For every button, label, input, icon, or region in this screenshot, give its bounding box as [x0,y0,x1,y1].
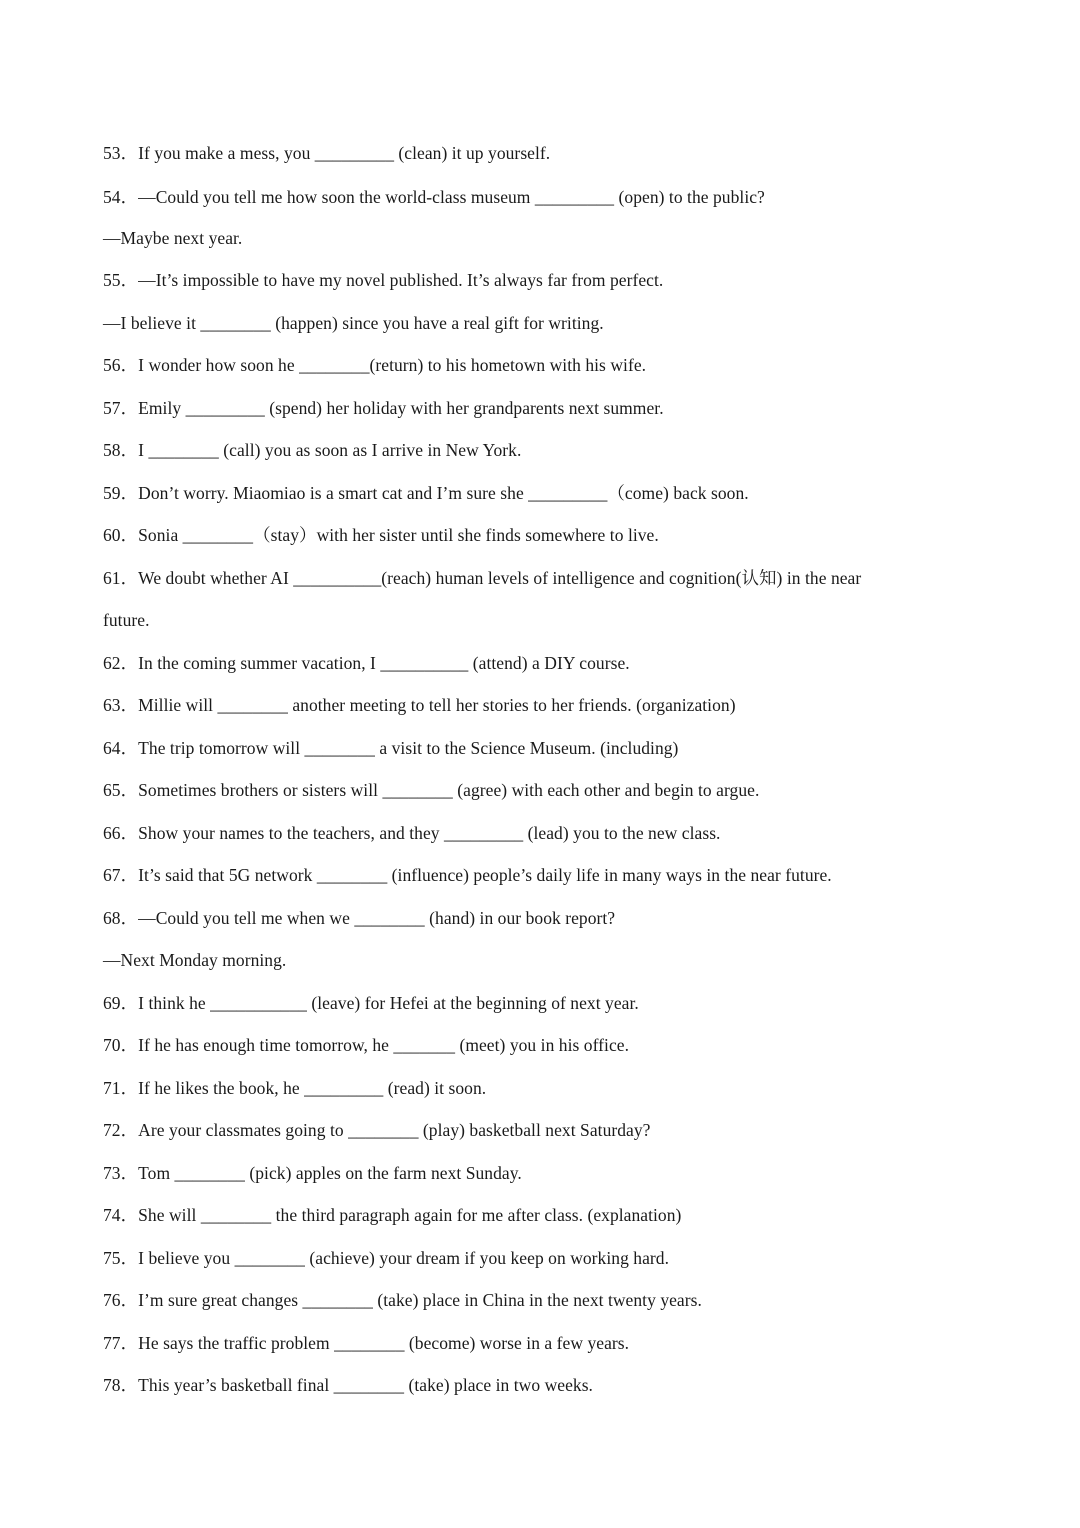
question-75: 75．I believe you ________ (achieve) your dream if you keep on working hard. [103,1248,670,1268]
question-54: 54．—Could you tell me how soon the world-class museum _________ (open) to the public? [103,187,765,207]
question-60: 60．Sonia ________（stay）with her sister until she finds somewhere to live. [103,525,659,545]
question-68-answer-line: —Next Monday morning. [103,950,287,970]
question-57: 57．Emily _________ (spend) her holiday with her grandparents next summer. [103,398,664,418]
question-71: 71．If he likes the book, he _________ (read) it soon. [103,1078,487,1098]
question-74: 74．She will ________ the third paragraph again for me after class. (explanation) [103,1205,682,1225]
question-73: 73．Tom ________ (pick) apples on the farm next Sunday. [103,1163,522,1183]
question-76: 76．I’m sure great changes ________ (take) place in China in the next twenty years. [103,1290,702,1310]
question-58: 58．I ________ (call) you as soon as I arrive in New York. [103,440,522,460]
question-55-answer-line: —I believe it ________ (happen) since you have a real gift for writing. [103,313,604,333]
question-64: 64．The trip tomorrow will ________ a visit to the Science Museum. (including) [103,738,679,758]
question-53: 53．If you make a mess, you _________ (clean) it up yourself. [103,143,551,163]
question-77: 77．He says the traffic problem ________ (become) worse in a few years. [103,1333,630,1353]
question-69: 69．I think he ___________ (leave) for Hefei at the beginning of next year. [103,993,639,1013]
question-78: 78．This year’s basketball final ________ (take) place in two weeks. [103,1375,593,1395]
question-65: 65．Sometimes brothers or sisters will ________ (agree) with each other and begin to argue. [103,780,760,800]
question-63: 63．Millie will ________ another meeting to tell her stories to her friends. (organization) [103,695,736,715]
question-54-answer-line: —Maybe next year. [103,228,243,248]
question-67: 67．It’s said that 5G network ________ (influence) people’s daily life in many ways in the near future. [103,865,832,885]
question-62: 62．In the coming summer vacation, I __________ (attend) a DIY course. [103,653,630,673]
question-55: 55．—It’s impossible to have my novel published. It’s always far from perfect. [103,270,664,290]
question-66: 66．Show your names to the teachers, and they _________ (lead) you to the new class. [103,823,721,843]
question-56: 56．I wonder how soon he ________(return) to his hometown with his wife. [103,355,647,375]
question-59: 59．Don’t worry. Miaomiao is a smart cat and I’m sure she _________（come) back soon. [103,483,749,503]
question-72: 72．Are your classmates going to ________ (play) basketball next Saturday? [103,1120,651,1140]
question-70: 70．If he has enough time tomorrow, he _______ (meet) you in his office. [103,1035,630,1055]
question-61-continuation: future. [103,610,150,630]
question-61: 61．We doubt whether AI __________(reach) human levels of intelligence and cognition(认知) in the near [103,568,862,588]
question-68: 68．—Could you tell me when we ________ (hand) in our book report? [103,908,616,928]
